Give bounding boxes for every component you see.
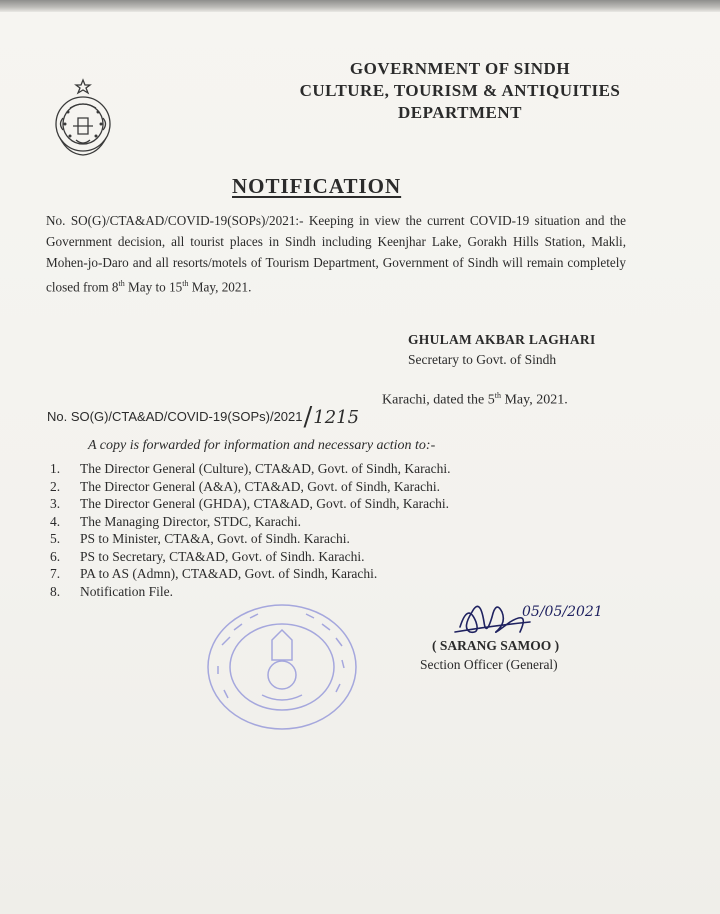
dated-sup: th xyxy=(494,391,501,400)
header-line-2: CULTURE, TOURISM & ANTIQUITIES xyxy=(299,81,621,100)
list-item: 4. The Managing Director, STDC, Karachi. xyxy=(50,513,302,529)
list-item: 2. The Director General (A&A), CTA&AD, Govt. of Sindh, Karachi. xyxy=(50,478,440,494)
dated-text-a: Karachi, dated the 5 xyxy=(382,392,495,408)
copy-forward-intro: A copy is forwarded for information and necessary action to:- xyxy=(88,438,436,453)
notification-body xyxy=(46,210,626,297)
list-item: 5. PS to Minister, CTA&A, Govt. of Sindh. Karachi. xyxy=(50,531,350,546)
secretary-designation: Secretary to Govt. of Sindh xyxy=(408,352,557,367)
copy-reference xyxy=(47,398,360,432)
section-officer-name: ( SARANG SAMOO ) xyxy=(432,638,560,653)
notification-title: NOTIFICATION xyxy=(232,174,402,198)
sindh-government-crest-logo xyxy=(48,78,118,158)
secretary-signature-block xyxy=(408,330,596,370)
list-item: 7. PA to AS (Admn), CTA&AD, Govt. of Sindh, Karachi. xyxy=(50,566,378,581)
handwritten-slash: / xyxy=(303,402,313,432)
dated-line xyxy=(382,391,568,409)
body-text-b: May to 15 xyxy=(124,279,183,295)
signature-date: 05/05/2021 xyxy=(522,604,603,620)
department-seal-stamp xyxy=(202,600,362,734)
recipient-list xyxy=(50,460,450,600)
list-item: 8. Notification File. xyxy=(50,583,173,599)
list-item: 3. The Director General (GHDA), CTA&AD, Govt. of Sindh, Karachi. xyxy=(50,496,449,511)
handwritten-dispatch-number: 1215 xyxy=(313,407,360,428)
body-sup-b: th xyxy=(182,279,189,288)
secretary-name: GHULAM AKBAR LAGHARI xyxy=(408,332,596,347)
department-header xyxy=(270,58,650,124)
body-sup-a: th xyxy=(118,279,125,288)
header-line-3: DEPARTMENT xyxy=(397,103,523,122)
handwritten-signature xyxy=(450,582,630,642)
list-item: 6. PS to Secretary, CTA&AD, Govt. of Sindh. Karachi. xyxy=(50,548,365,564)
scan-edge xyxy=(0,0,720,12)
header-line-1: GOVERNMENT OF SINDH xyxy=(349,59,571,78)
notification-ref: No. SO(G)/CTA&AD/COVID-19(SOPs)/2021:- xyxy=(46,213,304,228)
copy-reference-number: No. SO(G)/CTA&AD/COVID-19(SOPs)/2021 xyxy=(47,409,303,424)
dated-text-b: May, 2021. xyxy=(500,392,568,408)
section-officer-block xyxy=(420,636,559,674)
list-item: 1. The Director General (Culture), CTA&AD, Govt. of Sindh, Karachi. xyxy=(50,461,451,476)
body-text-a: Keeping in view the current COVID-19 situation and the Government decision, all tourist places in Sindh including Keenjhar Lake, Gorakh Hills Station, Makli, Mohen-jo-Daro and all resorts/motels of Tourism Department, Government of Sindh will remain completely closed from 8 xyxy=(46,213,626,295)
section-officer-designation: Section Officer (General) xyxy=(420,657,558,672)
body-text-c: May, 2021. xyxy=(188,279,252,295)
